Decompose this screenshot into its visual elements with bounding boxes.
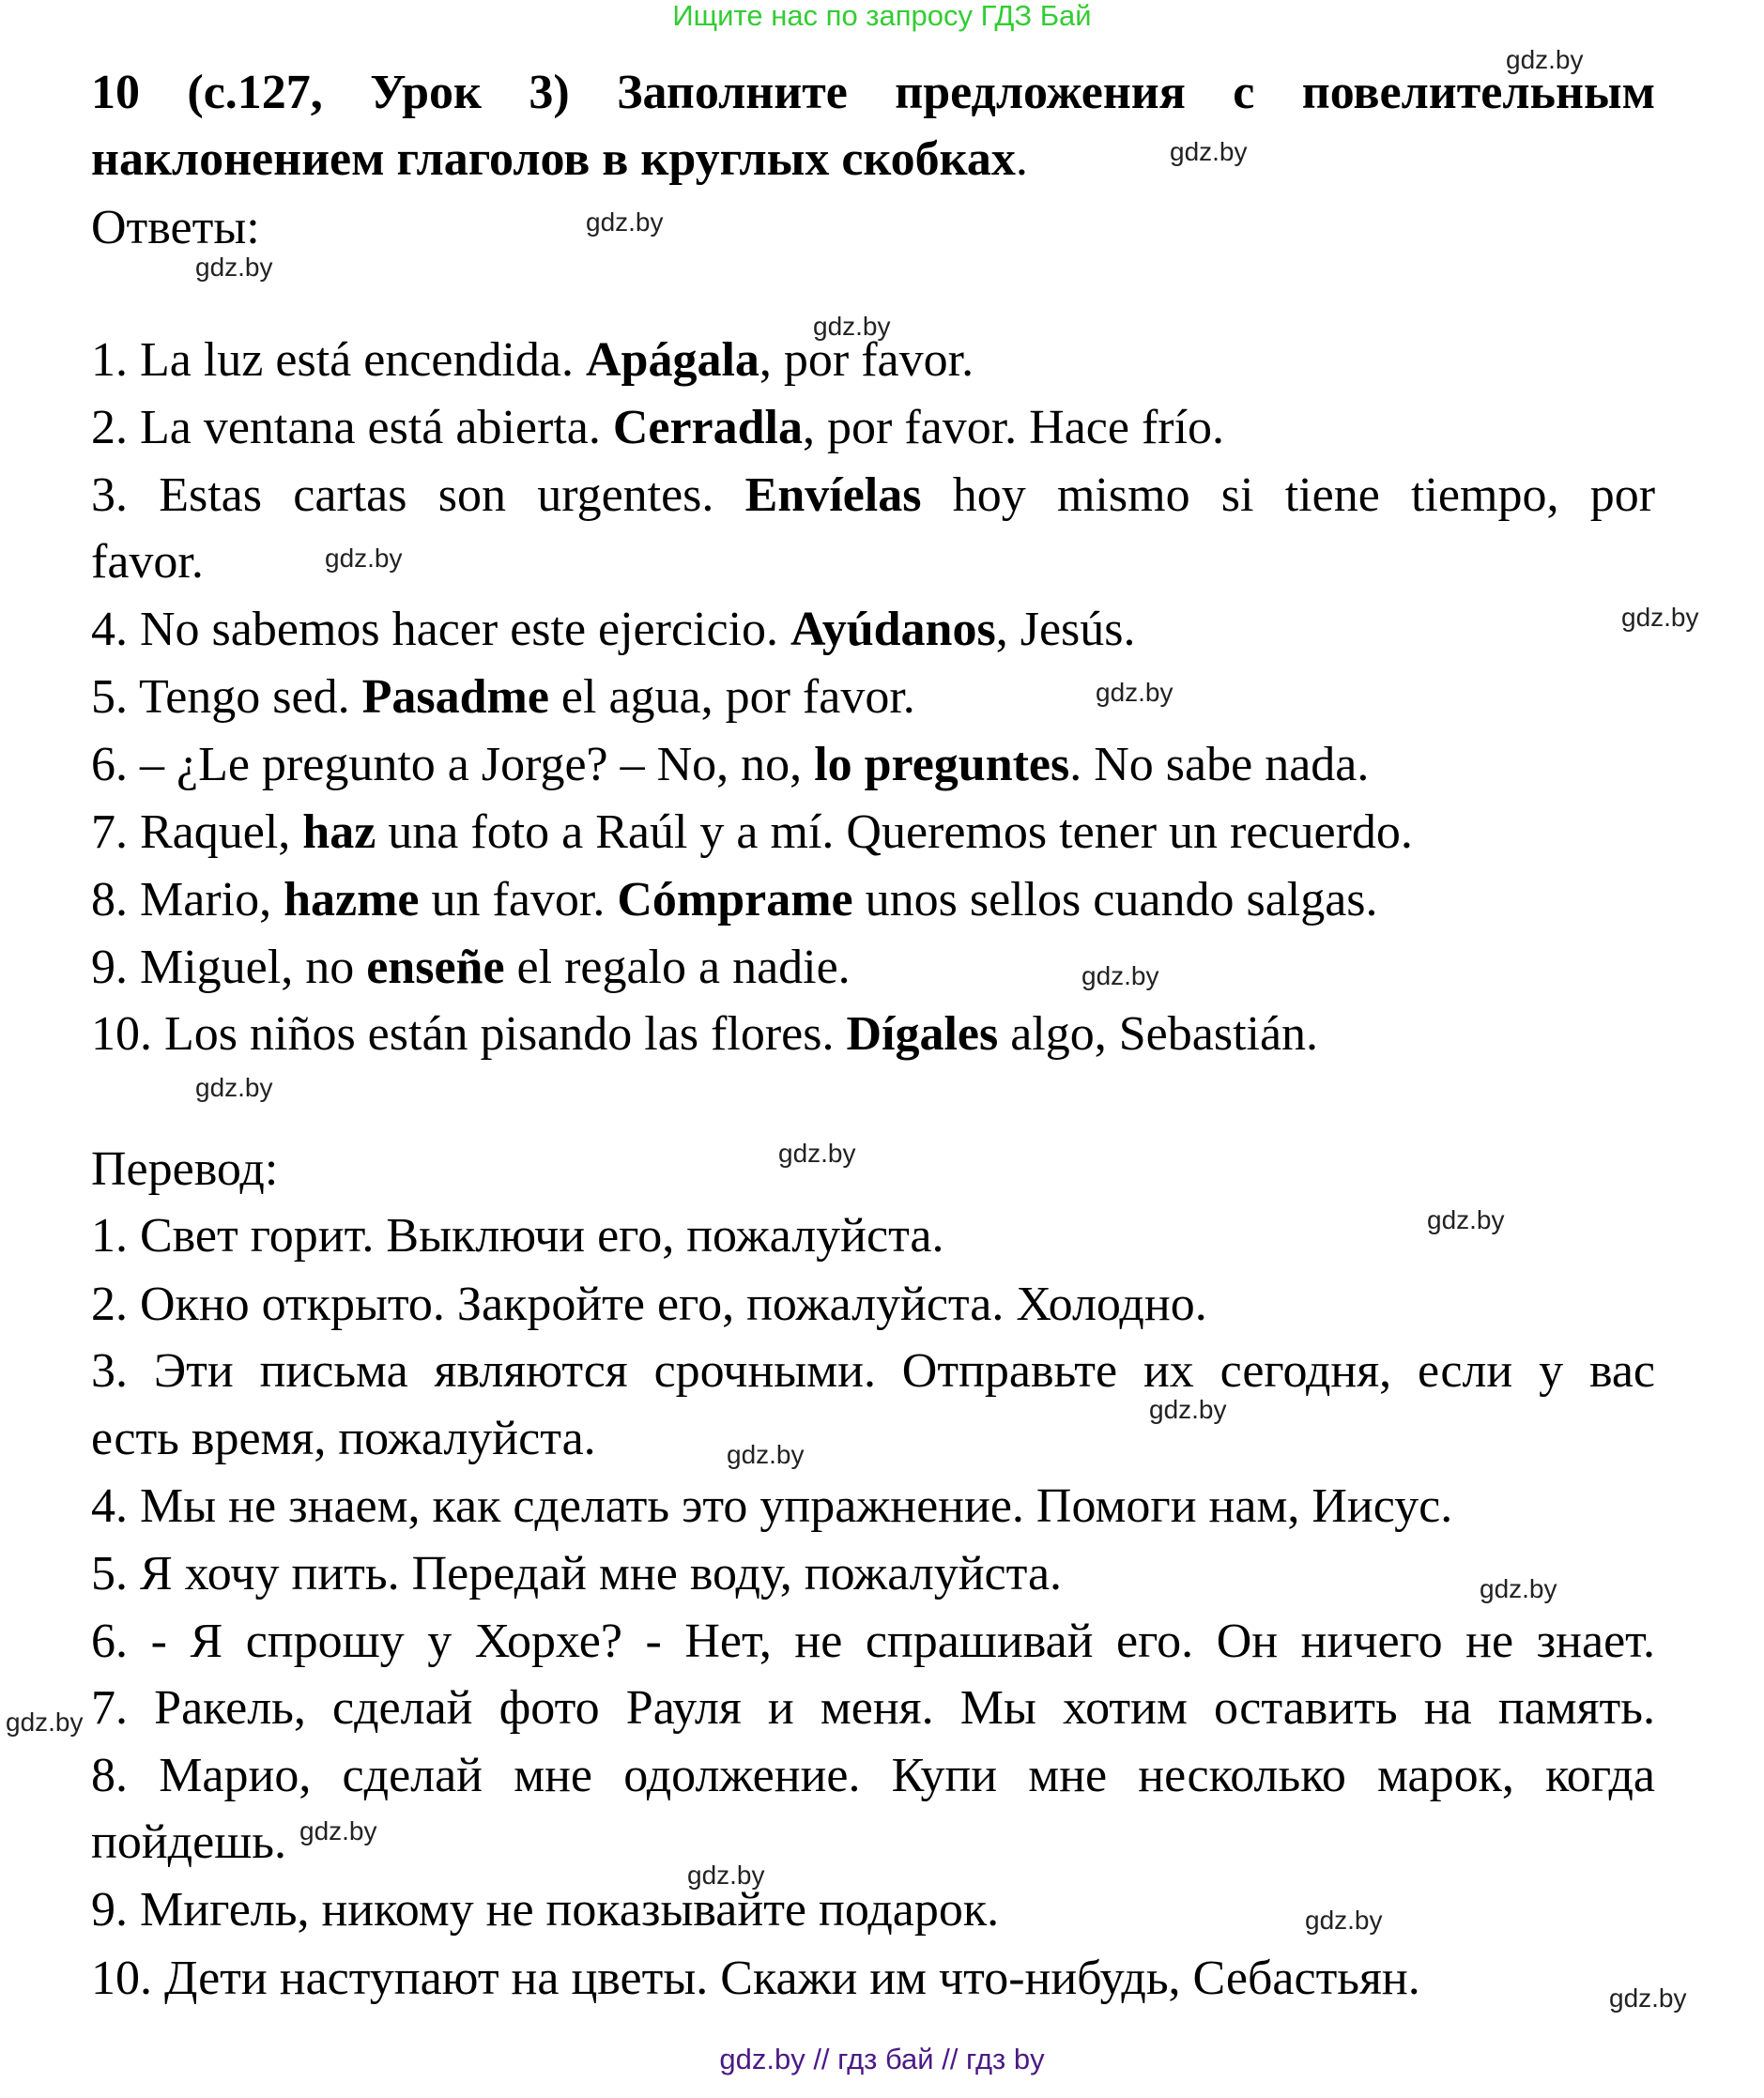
answer-line: [91, 731, 1655, 799]
answer-verb: Cómprame: [617, 873, 853, 926]
answer-verb: Pasadme: [361, 670, 549, 724]
translation-line: пойдешь.: [91, 1815, 286, 1869]
answer-text: 10. Los niños están pisando las flores.: [91, 1007, 847, 1061]
watermark-text: gdz.by: [1305, 1906, 1383, 1935]
answer-line: [91, 934, 1655, 1002]
footer-links[interactable]: gdz.by // гдз бай // гдз by: [719, 2043, 1045, 2075]
watermark-text: gdz.by: [325, 544, 403, 573]
answer-verb: lo preguntes: [814, 738, 1070, 791]
watermark-text: gdz.by: [727, 1440, 805, 1469]
answer-line: [91, 596, 1655, 664]
answer-line: [91, 799, 1655, 866]
watermark-text: gdz.by: [299, 1816, 377, 1845]
answer-verb: enseñe: [366, 941, 505, 994]
search-banner[interactable]: Ищите нас по запросу ГДЗ Бай: [672, 0, 1092, 32]
answer-text: 6. – ¿Le pregunto a Jorge? – No, no,: [91, 738, 815, 791]
answer-text: una foto a Raúl y a mí. Queremos tener un recuerdo.: [376, 805, 1413, 859]
translation-line: 7. Ракель, сделай фото Рауля и меня. Мы хотим оставить на память.: [91, 1681, 1655, 1735]
watermark-text: gdz.by: [778, 1139, 856, 1168]
watermark-text: gdz.by: [1149, 1395, 1227, 1424]
answer-text: hoy mismo si tiene tiempo, por: [952, 468, 1655, 522]
answer-text: 8. Mario,: [91, 873, 284, 926]
watermark-text: gdz.by: [687, 1861, 765, 1890]
translation-line: 10. Дети наступают на цветы. Скажи им что-нибудь, Себастьян.: [91, 1952, 1420, 2005]
watermark-text: gdz.by: [1096, 678, 1173, 707]
answer-text: , por favor.: [759, 333, 974, 387]
translation-line: 6. - Я спрошу у Хорхе? - Нет, не спрашивай его. Он ничего не знает.: [91, 1615, 1655, 1668]
translation-heading: Перевод:: [91, 1142, 279, 1196]
translation-line: 2. Окно открыто. Закройте его, пожалуйста. Холодно.: [91, 1278, 1207, 1331]
watermark-text: gdz.by: [1081, 961, 1159, 990]
translation-line: 5. Я хочу пить. Передай мне воду, пожалуйста.: [91, 1547, 1063, 1600]
watermark-text: gdz.by: [1427, 1205, 1505, 1234]
answer-text: 4. No sabemos hacer este ejercicio.: [91, 603, 791, 656]
answer-line: [91, 462, 1655, 529]
watermark-text: gdz.by: [586, 207, 664, 237]
answers-heading: Ответы:: [91, 201, 260, 254]
watermark-text: gdz.by: [1170, 137, 1248, 166]
watermark-text: gdz.by: [1506, 45, 1584, 74]
answer-verb: Apágala: [585, 333, 759, 387]
answer-text: el agua, por favor.: [548, 670, 915, 724]
translation-line: 1. Свет горит. Выключи его, пожалуйста.: [91, 1209, 944, 1263]
answer-verb: hazme: [284, 873, 420, 926]
exercise-title-line-1: 10 (с.127, Урок 3) Заполните предложения с повелительным: [91, 66, 1655, 119]
watermark-text: gdz.by: [195, 1073, 273, 1102]
watermark-text: gdz.by: [6, 1707, 84, 1737]
answer-line: [91, 866, 1655, 934]
answer-text: 1. La luz está encendida.: [91, 333, 586, 387]
watermark-text: gdz.by: [813, 312, 891, 341]
translation-line: 8. Марио, сделай мне одолжение. Купи мне несколько марок, когда: [91, 1749, 1655, 1802]
answer-text: . No sabe nada.: [1069, 738, 1370, 791]
answer-verb: Cerradla: [612, 401, 803, 454]
exercise-title-line-2: [91, 126, 1655, 193]
answer-text: 9. Miguel, no: [91, 941, 367, 994]
answer-text: 3. Estas cartas son urgentes.: [91, 468, 745, 522]
translation-line: есть время, пожалуйста.: [91, 1412, 596, 1465]
answer-line: [91, 664, 1655, 731]
answer-text: , Jesús.: [995, 603, 1136, 656]
answer-verb: haz: [302, 805, 376, 859]
title-period: .: [1015, 132, 1028, 186]
answer-text: el regalo a nadie.: [504, 941, 851, 994]
answer-line: [91, 394, 1655, 462]
watermark-text: gdz.by: [1621, 603, 1699, 632]
answer-verb: Envíelas: [744, 468, 922, 522]
answer-verb: Ayúdanos: [790, 603, 996, 656]
translation-line: 3. Эти письма являются срочными. Отправьте их сегодня, если у вас: [91, 1344, 1655, 1398]
answer-text: un favor.: [419, 873, 618, 926]
answer-text: 2. La ventana está abierta.: [91, 401, 613, 454]
answer-text: favor.: [91, 535, 204, 589]
answer-text: 7. Raquel,: [91, 805, 303, 859]
watermark-text: gdz.by: [195, 253, 273, 282]
answer-text: , por favor. Hace frío.: [803, 401, 1225, 454]
title-text: наклонением глаголов в круглых скобках: [91, 132, 1016, 186]
answer-line: [91, 1001, 1655, 1068]
answer-verb: Dígales: [846, 1007, 999, 1061]
answer-text: algo, Sebastián.: [998, 1007, 1319, 1061]
watermark-text: gdz.by: [1609, 1983, 1687, 2013]
answer-text: 5. Tengo sed.: [91, 670, 362, 724]
translation-line: 4. Мы не знаем, как сделать это упражнение. Помоги нам, Иисус.: [91, 1479, 1453, 1533]
translation-line: 9. Мигель, никому не показывайте подарок.: [91, 1883, 1000, 1937]
watermark-text: gdz.by: [1480, 1574, 1557, 1603]
answer-text: unos sellos cuando salgas.: [852, 873, 1378, 926]
